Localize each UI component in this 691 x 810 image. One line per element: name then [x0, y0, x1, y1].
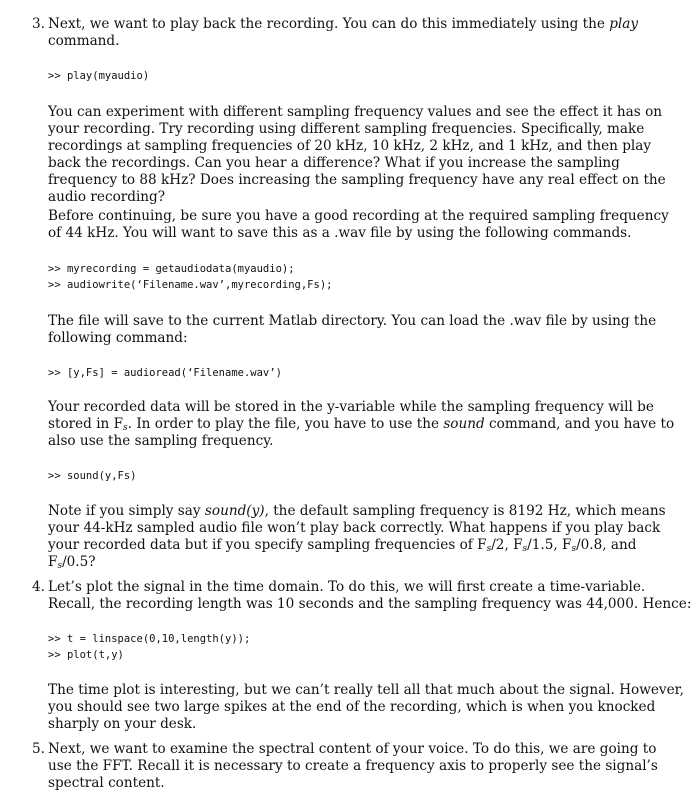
item-5-number: 5. — [32, 741, 45, 757]
item-4-p1-line-1: The time plot is interesting, but we can’t really tell all that much about the signal. However, — [48, 682, 684, 698]
item-3-p1-line-4: back the recordings. Can you hear a difference? What if you increase the sampling — [48, 155, 620, 171]
code-linspace: >> t = linspace(0,10,length(y)); — [48, 633, 251, 645]
item-4-p1-line-2: you should see two large spikes at the end of the recording, which is when you knocked — [48, 699, 656, 715]
item-3-p1-line-1: You can experiment with different sampling frequency values and see the effect it has on — [48, 104, 663, 120]
item-4-intro-line-2: Recall, the recording length was 10 seconds and the sampling frequency was 44,000. Hence: — [48, 596, 691, 612]
item-3-p1-line-2: your recording. Try recording using different sampling frequencies. Specifically, make — [48, 121, 645, 137]
item-4-p1-line-3: sharply on your desk. — [48, 716, 197, 732]
item-3-intro-line-2: command. — [48, 33, 120, 49]
item-3-p4-line-2: stored in $F_s$. In order to play the file, you have to use the sound command, and you have to — [48, 416, 675, 433]
item-3-p5-line-2: your 44-kHz sampled audio file won’t play back correctly. What happens if you play back — [48, 520, 661, 536]
item-3-p2-line-2: of 44 kHz. You will want to save this as a .wav file by using the following commands. — [48, 225, 632, 241]
code-sound: >> sound(y,Fs) — [48, 470, 137, 482]
code-audioread: >> [y,Fs] = audioread(‘Filename.wav’) — [48, 367, 282, 379]
item-3-p3-line-2: following command: — [48, 330, 188, 346]
item-4-number: 4. — [32, 579, 45, 595]
item-3-p5-line-3: your recorded data but if you specify sampling frequencies of $F_s/2$, $F_s/1.5$, $F_s/0.8$, and — [48, 537, 637, 554]
item-3-p5-line-1: Note if you simply say sound(y), the default sampling frequency is 8192 Hz, which means — [48, 503, 666, 519]
item-4-intro-line-1: Let’s plot the signal in the time domain. To do this, we will first create a time-variable. — [48, 579, 646, 595]
item-5-intro-line-3: spectral content. — [48, 775, 165, 791]
item-5-intro-line-2: use the FFT. Recall it is necessary to create a frequency axis to properly see the signal’s — [48, 758, 658, 774]
item-3-p4-line-1: Your recorded data will be stored in the y-variable while the sampling frequency will be — [48, 399, 654, 415]
code-plot: >> plot(t,y) — [48, 649, 124, 661]
item-5-intro-line-1: Next, we want to examine the spectral content of your voice. To do this, we are going to — [48, 741, 657, 757]
item-3-p1-line-5: frequency to 88 kHz? Does increasing the sampling frequency have any real effect on the — [48, 172, 666, 188]
item-3-intro-line-1: Next, we want to play back the recording. You can do this immediately using the play — [48, 16, 639, 32]
code-play: >> play(myaudio) — [48, 70, 150, 82]
item-3-number: 3. — [32, 16, 45, 32]
item-3-p1-line-6: audio recording? — [48, 189, 166, 205]
item-3-p1-line-3: recordings at sampling frequencies of 20 kHz, 10 kHz, 2 kHz, and 1 kHz, and then play — [48, 138, 652, 154]
item-3-p2-line-1: Before continuing, be sure you have a good recording at the required sampling frequency — [48, 208, 669, 224]
code-getaudiodata: >> myrecording = getaudiodata(myaudio); — [48, 263, 295, 275]
item-3-p4-line-3: also use the sampling frequency. — [48, 433, 274, 449]
code-audiowrite: >> audiowrite(‘Filename.wav’,myrecording,Fs); — [48, 279, 333, 291]
item-3-p3-line-1: The file will save to the current Matlab directory. You can load the .wav file by using the — [48, 313, 657, 329]
item-3-p5-line-4: $F_s/0.5$? — [48, 554, 96, 571]
